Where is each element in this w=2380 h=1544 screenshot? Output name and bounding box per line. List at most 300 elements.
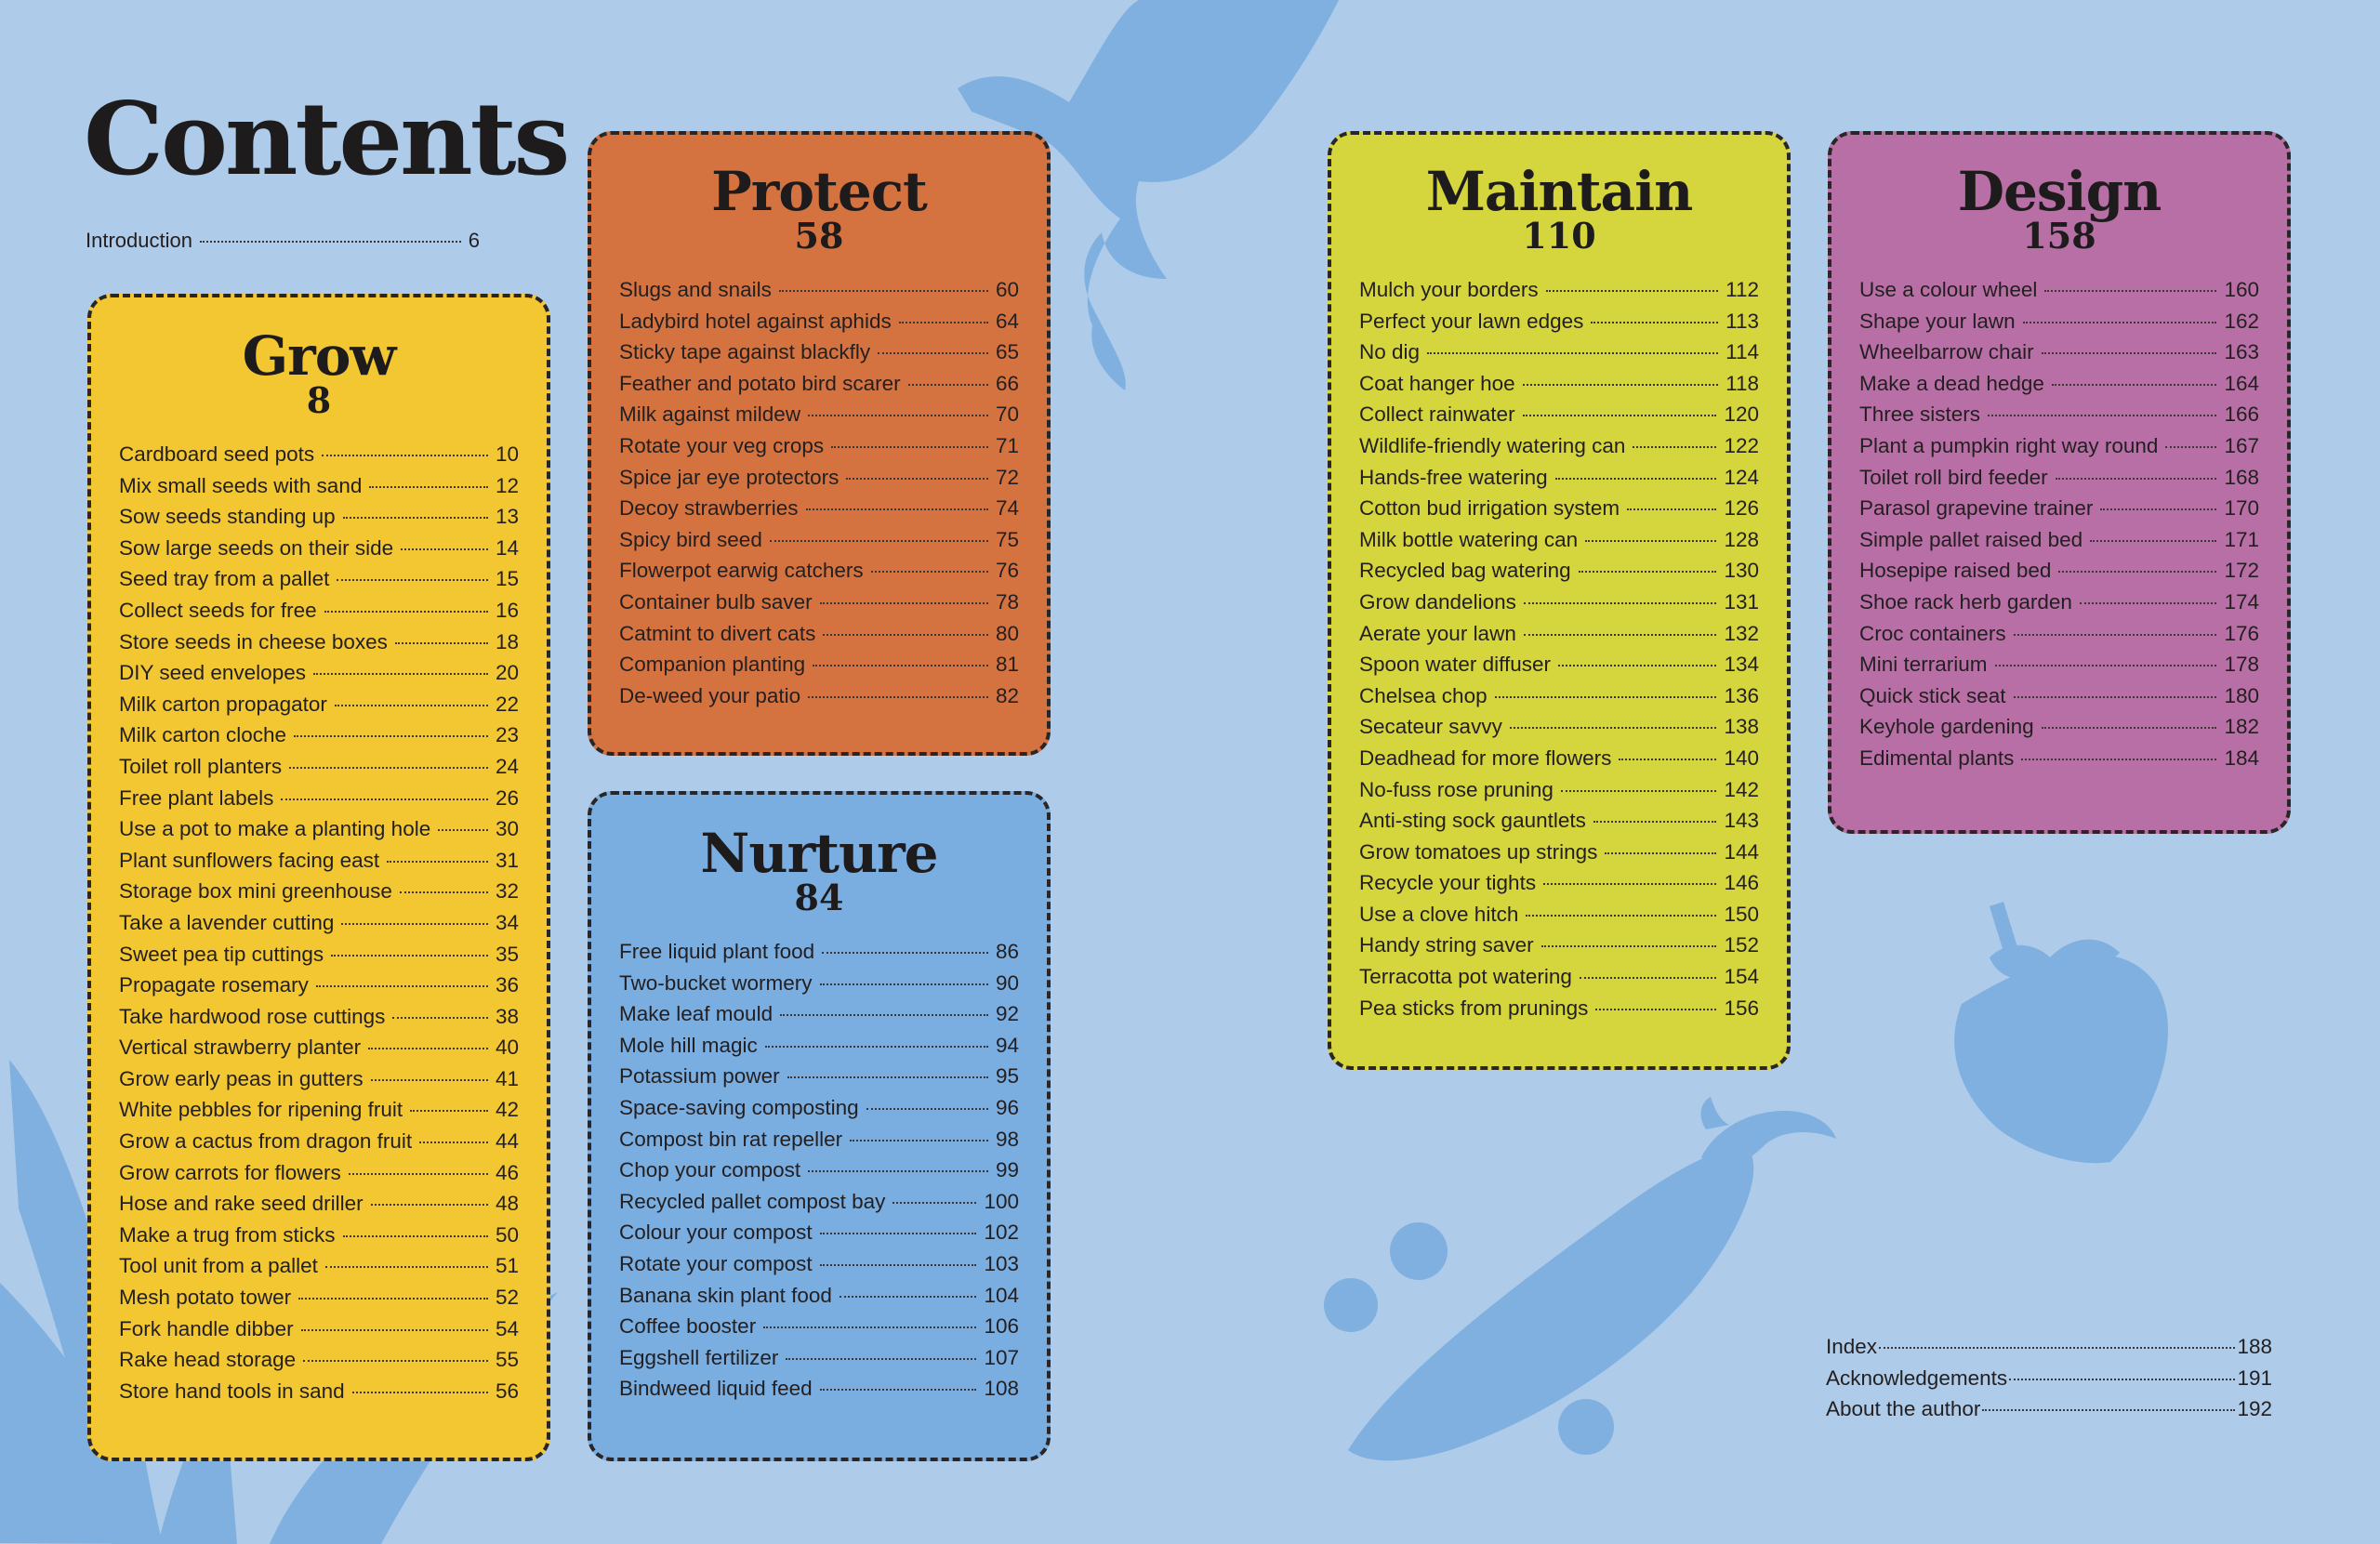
- section-header: [619, 160, 1019, 257]
- entry-page: 56: [495, 1379, 519, 1403]
- toc-entry[interactable]: [619, 684, 1019, 716]
- entry-page: 107: [984, 1345, 1019, 1369]
- pea-pod-silhouette-icon: [1324, 1097, 1836, 1460]
- entry-page: 126: [1724, 496, 1759, 521]
- toc-entry[interactable]: [619, 528, 1019, 560]
- toc-entry[interactable]: [1359, 340, 1759, 372]
- entry-label: Make a trug from sticks: [119, 1222, 336, 1247]
- toc-entry[interactable]: [1359, 590, 1759, 622]
- dot-leader: [1543, 883, 1716, 885]
- entry-label: Three sisters: [1859, 402, 1981, 427]
- entry-label: Collect seeds for free: [119, 598, 317, 622]
- entry-page: 168: [2224, 465, 2259, 489]
- toc-entry[interactable]: [119, 567, 519, 599]
- toc-entry[interactable]: [1859, 715, 2259, 746]
- entry-page: 138: [1724, 715, 1759, 739]
- toc-entry[interactable]: [619, 1064, 1019, 1096]
- entry-page: 114: [1726, 340, 1759, 364]
- entry-label: Introduction: [86, 229, 192, 252]
- dot-leader: [337, 579, 488, 581]
- entry-page: 40: [495, 1036, 519, 1060]
- entry-page: 94: [995, 1033, 1019, 1057]
- entry-page: 38: [495, 1004, 519, 1028]
- toc-entry[interactable]: [119, 879, 519, 911]
- entry-label: Sweet pea tip cuttings: [119, 942, 324, 966]
- dot-leader: [878, 352, 988, 354]
- dot-leader: [438, 829, 488, 831]
- toc-entry[interactable]: [1359, 653, 1759, 684]
- entry-label: Sow seeds standing up: [119, 505, 336, 529]
- entry-label: Secateur savvy: [1359, 715, 1502, 739]
- entry-label: Milk carton cloche: [119, 723, 287, 747]
- toc-entry[interactable]: [1359, 871, 1759, 903]
- dot-leader: [324, 611, 488, 613]
- toc-entry-back-matter[interactable]: [1826, 1397, 2272, 1429]
- toc-entry[interactable]: [1359, 903, 1759, 934]
- toc-entry[interactable]: [619, 372, 1019, 403]
- entry-label: Mulch your borders: [1359, 278, 1539, 301]
- toc-entry[interactable]: [1859, 372, 2259, 403]
- entry-label: Store hand tools in sand: [119, 1379, 345, 1403]
- entry-page: 22: [495, 692, 519, 716]
- toc-entry[interactable]: [119, 817, 519, 849]
- entry-page: 46: [495, 1160, 519, 1184]
- dot-leader: [1541, 945, 1717, 947]
- toc-entry[interactable]: [1359, 778, 1759, 810]
- toc-entry[interactable]: [119, 786, 519, 818]
- dot-leader: [1526, 915, 1716, 917]
- toc-entry[interactable]: [119, 1379, 519, 1411]
- toc-entry[interactable]: [1859, 590, 2259, 622]
- toc-entry[interactable]: [1359, 278, 1759, 310]
- entry-label: No-fuss rose pruning: [1359, 777, 1554, 801]
- toc-entry[interactable]: [619, 1377, 1019, 1408]
- entry-page: 31: [495, 848, 519, 872]
- toc-entry[interactable]: [119, 755, 519, 786]
- toc-entry[interactable]: [119, 973, 519, 1005]
- entry-page: 176: [2224, 621, 2259, 645]
- toc-entry[interactable]: [1359, 402, 1759, 434]
- dot-leader: [2014, 696, 2217, 698]
- entry-label: Deadhead for more flowers: [1359, 746, 1612, 770]
- dot-leader: [313, 673, 488, 675]
- toc-entry[interactable]: [119, 474, 519, 506]
- dot-leader: [2042, 727, 2217, 729]
- entry-label: Collect rainwater: [1359, 402, 1515, 427]
- entry-page: 72: [995, 465, 1019, 489]
- entry-page: 120: [1724, 402, 1759, 427]
- entry-label: Terracotta pot watering: [1359, 965, 1572, 989]
- entry-label: Aerate your lawn: [1359, 621, 1516, 645]
- section-grow: [87, 294, 550, 1461]
- dot-leader: [820, 1264, 977, 1266]
- dot-leader: [387, 861, 488, 863]
- toc-entry-back-matter[interactable]: [1826, 1366, 2272, 1398]
- entry-page: 113: [1726, 309, 1759, 333]
- entry-page: 90: [995, 970, 1019, 995]
- dot-leader: [289, 767, 488, 769]
- toc-entry[interactable]: [1359, 715, 1759, 746]
- toc-entry[interactable]: [619, 1158, 1019, 1190]
- toc-entry[interactable]: [619, 1314, 1019, 1346]
- entry-page: 26: [495, 785, 519, 810]
- dot-leader: [1982, 1409, 2235, 1411]
- toc-entry[interactable]: [619, 402, 1019, 434]
- entry-label: Space-saving composting: [619, 1095, 859, 1119]
- entry-label: Perfect your lawn edges: [1359, 309, 1584, 333]
- dot-leader: [2100, 508, 2216, 510]
- toc-entry[interactable]: [1359, 496, 1759, 528]
- entry-label: Storage box mini greenhouse: [119, 879, 392, 904]
- entry-page: 191: [2237, 1366, 2272, 1390]
- entry-page: 6: [468, 229, 480, 252]
- toc-entry[interactable]: [1359, 559, 1759, 590]
- entry-page: 15: [495, 567, 519, 591]
- entry-label: Grow carrots for flowers: [119, 1160, 341, 1184]
- toc-entry[interactable]: [1859, 622, 2259, 653]
- entry-page: 35: [495, 942, 519, 966]
- entry-page: 16: [495, 598, 519, 622]
- toc-entry[interactable]: [1359, 933, 1759, 965]
- toc-entry[interactable]: [119, 1223, 519, 1255]
- entry-page: 143: [1724, 809, 1759, 833]
- toc-entry[interactable]: [1359, 310, 1759, 341]
- toc-entry[interactable]: [1859, 496, 2259, 528]
- dot-leader: [1524, 602, 1717, 604]
- entry-label: Vertical strawberry planter: [119, 1036, 362, 1060]
- toc-entry[interactable]: [1359, 434, 1759, 466]
- entry-label: De-weed your patio: [619, 683, 801, 707]
- toc-entry[interactable]: [1359, 684, 1759, 716]
- entry-label: Hosepipe raised bed: [1859, 559, 2052, 583]
- entry-page: 18: [495, 629, 519, 653]
- entry-label: Handy string saver: [1359, 933, 1534, 957]
- entry-page: 124: [1724, 465, 1759, 489]
- entry-label: Sticky tape against blackfly: [619, 340, 871, 364]
- entry-label: Hands-free watering: [1359, 465, 1548, 489]
- toc-entry[interactable]: [1359, 466, 1759, 497]
- toc-entry[interactable]: [119, 693, 519, 724]
- toc-entry[interactable]: [619, 1002, 1019, 1034]
- entry-page: 96: [995, 1095, 1019, 1119]
- toc-entry[interactable]: [119, 505, 519, 536]
- toc-entry[interactable]: [119, 1317, 519, 1349]
- toc-entry[interactable]: [619, 1284, 1019, 1315]
- section-header: [619, 822, 1019, 918]
- dot-leader: [808, 1170, 988, 1172]
- entry-label: Index: [1826, 1335, 1878, 1358]
- entry-label: Milk against mildew: [619, 402, 801, 427]
- dot-leader: [1591, 322, 1718, 323]
- dot-leader: [1627, 508, 1716, 510]
- entry-label: Cotton bud irrigation system: [1359, 496, 1620, 521]
- page-title: Contents: [84, 81, 568, 198]
- toc-entry[interactable]: [1859, 278, 2259, 310]
- toc-entry[interactable]: [119, 1005, 519, 1036]
- entry-label: Spicy bird seed: [619, 527, 762, 551]
- dot-leader: [850, 1140, 988, 1142]
- entry-label: Wildlife-friendly watering can: [1359, 433, 1626, 457]
- dot-leader: [343, 517, 488, 519]
- entry-page: 160: [2224, 278, 2259, 301]
- toc-entry[interactable]: [119, 1192, 519, 1223]
- entry-label: No dig: [1359, 340, 1421, 364]
- toc-entry[interactable]: [119, 943, 519, 974]
- entry-label: Toilet roll planters: [119, 754, 283, 778]
- dot-leader: [2023, 322, 2217, 323]
- dot-leader: [410, 1110, 488, 1112]
- toc-entry[interactable]: [119, 723, 519, 755]
- toc-entry[interactable]: [619, 590, 1019, 622]
- dot-leader: [1995, 665, 2217, 666]
- entry-page: 146: [1724, 871, 1759, 895]
- entry-page: 98: [995, 1127, 1019, 1151]
- dot-leader: [908, 384, 988, 386]
- dot-leader: [822, 952, 988, 954]
- entry-page: 102: [984, 1221, 1019, 1245]
- entry-page: 48: [495, 1192, 519, 1216]
- toc-entry[interactable]: [1359, 965, 1759, 996]
- toc-entry[interactable]: [619, 496, 1019, 528]
- dot-leader: [831, 446, 988, 448]
- section-header: [1359, 160, 1759, 257]
- toc-entry[interactable]: [1859, 653, 2259, 684]
- dot-leader: [1988, 415, 2216, 416]
- entry-label: Mix small seeds with sand: [119, 473, 363, 497]
- entry-page: 130: [1724, 559, 1759, 583]
- section-title: Grow: [242, 324, 396, 388]
- section-page: 58: [794, 215, 844, 257]
- entry-page: 142: [1724, 777, 1759, 801]
- dot-leader: [806, 508, 988, 510]
- entry-label: Tool unit from a pallet: [119, 1254, 318, 1278]
- dot-leader: [1427, 352, 1718, 354]
- entry-page: 12: [495, 473, 519, 497]
- toc-entry[interactable]: [1359, 528, 1759, 560]
- toc-entry[interactable]: [1859, 559, 2259, 590]
- toc-entry[interactable]: [619, 1096, 1019, 1128]
- toc-entry[interactable]: [1859, 466, 2259, 497]
- entry-label: Container bulb saver: [619, 589, 813, 614]
- entry-label: Take a lavender cutting: [119, 910, 335, 934]
- dot-leader: [1561, 790, 1717, 792]
- entry-page: 95: [995, 1064, 1019, 1089]
- toc-entry[interactable]: [1859, 340, 2259, 372]
- dot-leader: [294, 735, 488, 737]
- entry-page: 106: [984, 1314, 1019, 1339]
- entry-page: 162: [2224, 309, 2259, 333]
- toc-entry[interactable]: [1359, 746, 1759, 778]
- toc-entry[interactable]: [1859, 684, 2259, 716]
- entry-label: Cardboard seed pots: [119, 442, 315, 466]
- toc-entry[interactable]: [619, 940, 1019, 971]
- section-nurture: [588, 791, 1051, 1461]
- entry-label: Slugs and snails: [619, 278, 772, 301]
- section-page: 110: [1522, 215, 1596, 257]
- toc-entry[interactable]: [119, 1286, 519, 1317]
- entry-page: 24: [495, 754, 519, 778]
- entry-page: 122: [1724, 433, 1759, 457]
- toc-entry[interactable]: [619, 278, 1019, 310]
- toc-entry[interactable]: [619, 1346, 1019, 1378]
- entry-label: Plant sunflowers facing east: [119, 848, 380, 872]
- entry-page: 144: [1724, 839, 1759, 864]
- entry-label: Two-bucket wormery: [619, 970, 813, 995]
- toc-entry[interactable]: [619, 1190, 1019, 1221]
- toc-entry[interactable]: [1859, 402, 2259, 434]
- introduction-entry[interactable]: [86, 229, 480, 253]
- entry-list: [1359, 278, 1759, 1027]
- toc-entry[interactable]: [1359, 372, 1759, 403]
- toc-entry[interactable]: [119, 599, 519, 630]
- toc-entry[interactable]: [619, 653, 1019, 684]
- entry-page: 170: [2224, 496, 2259, 521]
- dot-leader: [808, 696, 988, 698]
- dot-leader: [325, 1266, 488, 1268]
- entry-label: Fork handle dibber: [119, 1316, 294, 1340]
- dot-leader: [331, 955, 488, 957]
- entry-page: 131: [1724, 589, 1759, 614]
- entry-page: 163: [2224, 340, 2259, 364]
- entry-page: 140: [1724, 746, 1759, 770]
- section-title: Design: [1957, 160, 2162, 223]
- dot-leader: [395, 642, 488, 644]
- dot-leader: [1619, 759, 1716, 760]
- dot-leader: [2165, 446, 2216, 448]
- toc-entry[interactable]: [1359, 840, 1759, 872]
- dot-leader: [301, 1329, 488, 1331]
- dot-leader: [1605, 852, 1716, 854]
- dot-leader: [1524, 634, 1717, 636]
- toc-entry[interactable]: [619, 559, 1019, 590]
- section-design: [1828, 131, 2291, 834]
- entry-page: 81: [995, 653, 1019, 677]
- dot-leader: [1580, 977, 1717, 979]
- entry-label: Croc containers: [1859, 621, 2006, 645]
- toc-entry[interactable]: [119, 1161, 519, 1193]
- toc-entry[interactable]: [619, 971, 1019, 1003]
- dot-leader: [780, 1014, 988, 1016]
- section-title: Protect: [711, 160, 927, 223]
- entry-label: Flowerpot earwig catchers: [619, 559, 864, 583]
- entry-page: 20: [495, 661, 519, 685]
- toc-entry[interactable]: [1859, 434, 2259, 466]
- entry-page: 167: [2224, 433, 2259, 457]
- entry-label: Propagate rosemary: [119, 973, 309, 997]
- toc-entry[interactable]: [1359, 996, 1759, 1028]
- dot-leader: [823, 634, 988, 636]
- toc-entry[interactable]: [119, 442, 519, 474]
- entry-label: DIY seed envelopes: [119, 661, 306, 685]
- toc-entry[interactable]: [119, 849, 519, 880]
- entry-page: 154: [1724, 965, 1759, 989]
- entry-label: Rake head storage: [119, 1348, 297, 1372]
- entry-label: Edimental plants: [1859, 746, 2015, 770]
- toc-entry[interactable]: [119, 1067, 519, 1099]
- dot-leader: [1555, 478, 1717, 480]
- entry-label: Simple pallet raised bed: [1859, 527, 2083, 551]
- entry-label: Hose and rake seed driller: [119, 1192, 364, 1216]
- toc-entry[interactable]: [119, 1098, 519, 1129]
- entry-page: 132: [1724, 621, 1759, 645]
- section-page: 84: [794, 877, 844, 918]
- dot-leader: [765, 1046, 988, 1048]
- toc-entry[interactable]: [619, 340, 1019, 372]
- strawberry-silhouette-icon: [1954, 902, 2168, 1163]
- entry-page: 150: [1724, 902, 1759, 926]
- entry-page: 75: [995, 527, 1019, 551]
- dot-leader: [401, 548, 488, 550]
- toc-entry-back-matter[interactable]: [1826, 1335, 2272, 1366]
- toc-entry[interactable]: [619, 1252, 1019, 1284]
- entry-page: 30: [495, 817, 519, 841]
- dot-leader: [1879, 1347, 2235, 1349]
- toc-entry[interactable]: [119, 1254, 519, 1286]
- toc-entry[interactable]: [119, 630, 519, 662]
- toc-entry[interactable]: [619, 466, 1019, 497]
- entry-page: 152: [1724, 933, 1759, 957]
- toc-entry[interactable]: [119, 911, 519, 943]
- entry-label: Feather and potato bird scarer: [619, 371, 901, 395]
- toc-entry[interactable]: [619, 1034, 1019, 1065]
- entry-page: 108: [984, 1377, 1019, 1401]
- toc-entry[interactable]: [1859, 310, 2259, 341]
- toc-entry[interactable]: [119, 536, 519, 568]
- entry-page: 78: [995, 589, 1019, 614]
- dot-leader: [1593, 821, 1717, 823]
- entry-label: Toilet roll bird feeder: [1859, 465, 2048, 489]
- entry-label: Keyhole gardening: [1859, 715, 2034, 739]
- toc-entry[interactable]: [619, 622, 1019, 653]
- toc-entry[interactable]: [1859, 528, 2259, 560]
- toc-entry[interactable]: [1859, 746, 2259, 778]
- entry-label: Recycled pallet compost bay: [619, 1189, 886, 1213]
- entry-label: Use a clove hitch: [1359, 902, 1519, 926]
- entry-label: Banana skin plant food: [619, 1283, 832, 1307]
- dot-leader: [322, 455, 488, 456]
- entry-label: Recycle your tights: [1359, 871, 1537, 895]
- toc-entry[interactable]: [1359, 809, 1759, 840]
- dot-leader: [352, 1392, 488, 1393]
- toc-entry[interactable]: [119, 661, 519, 693]
- toc-entry[interactable]: [119, 1036, 519, 1067]
- dot-leader: [2042, 352, 2217, 354]
- toc-entry[interactable]: [619, 1221, 1019, 1252]
- toc-entry[interactable]: [1359, 622, 1759, 653]
- entry-label: Quick stick seat: [1859, 683, 2006, 707]
- entry-page: 66: [995, 371, 1019, 395]
- toc-entry[interactable]: [619, 310, 1019, 341]
- entry-page: 92: [995, 1002, 1019, 1026]
- entry-page: 128: [1724, 527, 1759, 551]
- entry-page: 10: [495, 442, 519, 466]
- toc-entry[interactable]: [119, 1348, 519, 1379]
- toc-entry[interactable]: [119, 1129, 519, 1161]
- entry-page: 23: [495, 723, 519, 747]
- toc-entry[interactable]: [619, 1128, 1019, 1159]
- entry-page: 64: [995, 309, 1019, 333]
- dot-leader: [787, 1076, 988, 1078]
- dot-leader: [368, 1048, 488, 1049]
- entry-label: Rotate your compost: [619, 1251, 813, 1275]
- entry-page: 60: [995, 278, 1019, 301]
- dot-leader: [2080, 602, 2217, 604]
- dot-leader: [392, 1017, 488, 1019]
- toc-entry[interactable]: [619, 434, 1019, 466]
- dot-leader: [2052, 384, 2217, 386]
- entry-page: 118: [1726, 371, 1759, 395]
- entry-label: Anti-sting sock gauntlets: [1359, 809, 1586, 833]
